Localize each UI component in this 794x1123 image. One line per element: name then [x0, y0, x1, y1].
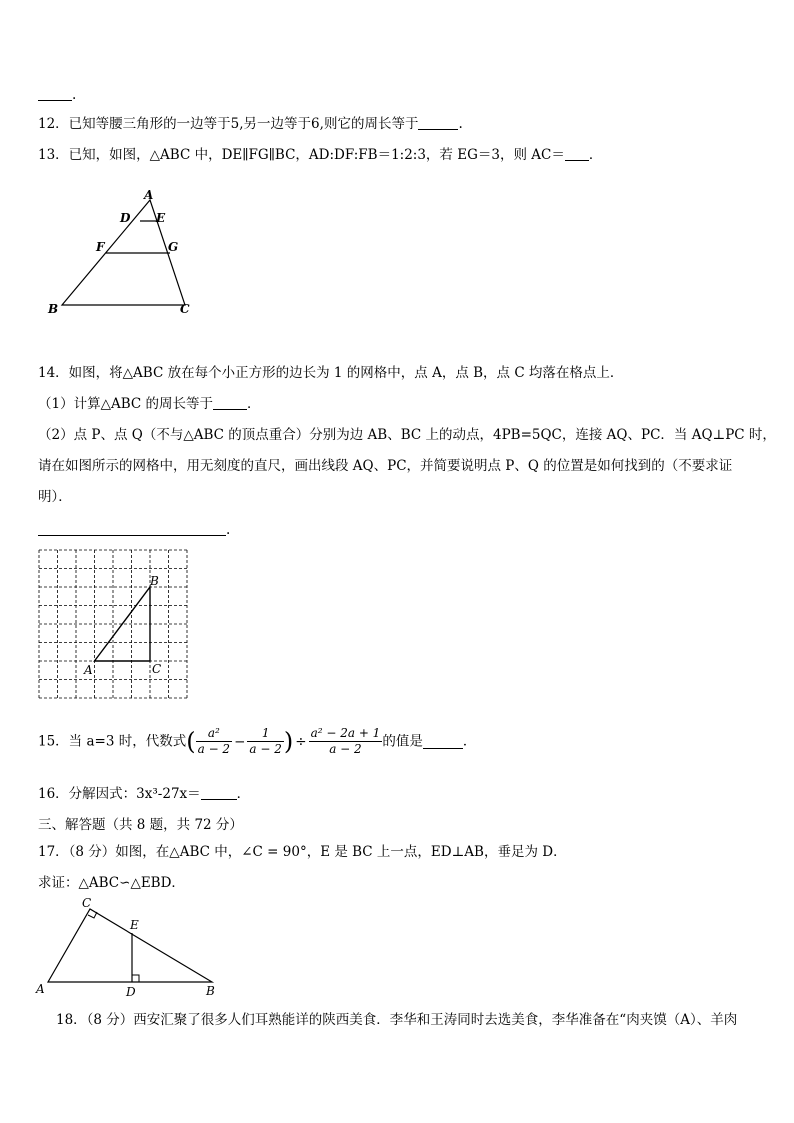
fraction-3: $\frac{\text{a² − 2a + 1}}{a - 2}$	[310, 726, 381, 756]
grid-lines	[39, 550, 187, 698]
top-answer-line: .	[38, 86, 76, 104]
question-13-text: 13．已知，如图，△ABC 中，DE∥FG∥BC，AD:DF:FB＝1:2:3，若 EG＝3，则 AC＝	[38, 147, 565, 163]
triangle-figure-13	[40, 185, 200, 320]
label-c: C	[152, 662, 162, 676]
answer-blank-12[interactable]	[418, 116, 458, 130]
label-f: F	[96, 240, 105, 254]
triangle-figure-17	[34, 895, 224, 1000]
label-c: C	[180, 302, 190, 316]
question-14-answer-line: .	[38, 521, 230, 539]
question-14-part2-line1: （2）点 P、点 Q（不与△ABC 的顶点重合）分别为边 AB、BC 上的动点，4PB=5QC，连接 AQ、PC．当 AQ⊥PC 时，	[38, 427, 776, 443]
grid-figure-14	[38, 549, 190, 701]
question-14-part2-line3: 明）．	[38, 489, 72, 505]
question-18: 18．（8 分）西安汇聚了很多人们耳熟能详的陕西美食．李华和王涛同时去选美食，李华准备在“肉夹馍（A）、羊肉	[56, 1012, 738, 1028]
answer-blank-14-1[interactable]	[213, 396, 247, 410]
label-d: D	[120, 211, 131, 225]
answer-blank-15[interactable]	[423, 735, 463, 749]
question-12: 12．已知等腰三角形的一边等于5,另一边等于6,则它的周长等于 .	[38, 116, 463, 132]
label-a: A	[84, 663, 93, 677]
label-d: D	[126, 985, 136, 999]
section-heading: 三、解答题（共 8 题，共 72 分）	[38, 817, 243, 833]
answer-blank-16[interactable]	[201, 786, 237, 800]
fraction-1: $\frac{\text{a²}}{a - 2}$	[197, 726, 231, 756]
fraction-2: $\frac{1}{a - 2}$	[249, 726, 282, 756]
question-15: 15．当 a=3 时，代数式( $\frac{\text{a²}}{a - 2}$ − $\frac{1}{a - 2}$ ) ÷ $\frac{\text{a² − 2a + 1}}{a - 2}$ 的值是 ．	[38, 726, 477, 756]
label-b: B	[206, 984, 215, 998]
question-17-prove: 求证：△ABC∽△EBD．	[38, 875, 185, 891]
question-17: 17．（8 分）如图，在△ABC 中，∠C = 90°，E 是 BC 上一点，ED⊥AB，垂足为 D．	[38, 844, 567, 860]
question-12-text: 12．已知等腰三角形的一边等于5,另一边等于6,则它的周长等于	[38, 116, 419, 132]
question-13: 13．已知，如图，△ABC 中，DE∥FG∥BC，AD:DF:FB＝1:2:3，若 EG＝3，则 AC＝ ．	[38, 147, 603, 163]
question-16: 16．分解因式：3x³-27x＝ ．	[38, 786, 251, 802]
label-e: E	[156, 211, 166, 225]
answer-blank[interactable]	[38, 87, 72, 101]
label-a: A	[36, 982, 45, 996]
label-g: G	[168, 240, 179, 254]
answer-blank-13[interactable]	[565, 147, 589, 161]
label-e: E	[130, 918, 139, 932]
question-14-part1: （1）计算△ABC 的周长等于 ．	[38, 396, 261, 412]
label-c: C	[82, 896, 92, 910]
label-b: B	[150, 574, 159, 588]
question-14-part2-line2: 请在如图所示的网格中，用无刻度的直尺，画出线段 AQ、PC，并简要说明点 P、Q 的位置是如何找到的（不要求证	[38, 458, 733, 474]
right-angle-d	[132, 975, 139, 982]
answer-blank-14-2[interactable]	[38, 522, 226, 536]
question-14-intro: 14．如图，将△ABC 放在每个小正方形的边长为 1 的网格中，点 A，点 B，点 C 均落在格点上．	[38, 365, 624, 381]
label-a: A	[144, 188, 154, 202]
label-b: B	[48, 302, 59, 316]
